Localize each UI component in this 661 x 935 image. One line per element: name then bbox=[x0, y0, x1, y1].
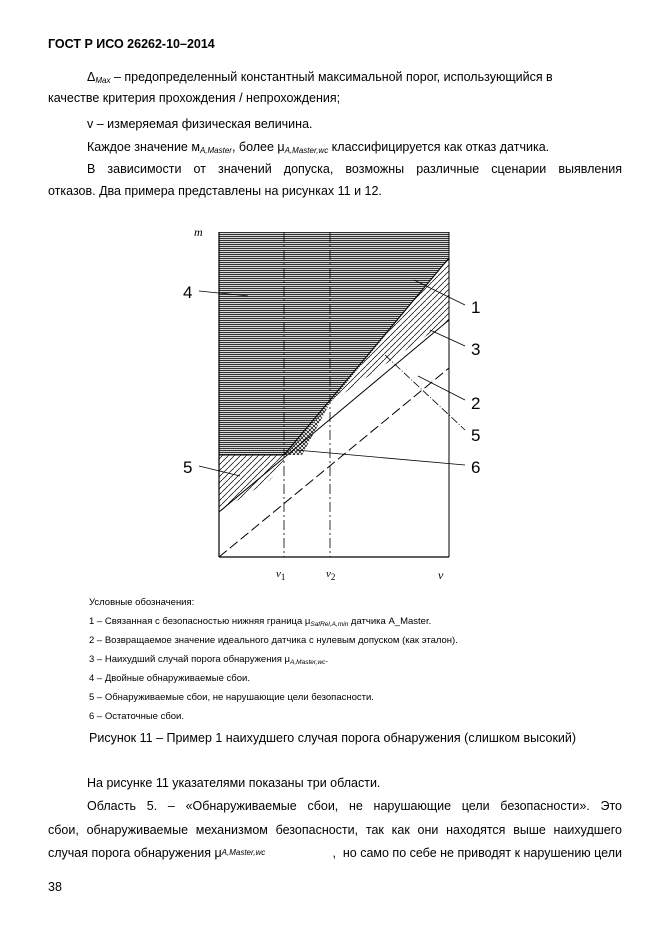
callout-4: 4 bbox=[183, 283, 193, 302]
subscript: A,Master,wc bbox=[221, 848, 266, 857]
callout-1: 1 bbox=[471, 298, 481, 317]
text: 1 – Связанная с безопасностью нижняя граница μ bbox=[89, 616, 311, 627]
legend-item-4: 4 – Двойные обнаруживаемые сбои. bbox=[89, 673, 250, 684]
subscript: A,Master,wc bbox=[284, 146, 329, 155]
paragraph-delta-max-line1 bbox=[87, 70, 553, 88]
delta-definition: – предопределенный константный максимальной порог, использующийся в bbox=[110, 70, 553, 84]
text: датчика A_Master. bbox=[348, 616, 432, 627]
text: 3 – Наихудший случай порога обнаружения μ bbox=[89, 654, 291, 665]
callout-2: 2 bbox=[471, 394, 481, 413]
y-axis-label: m bbox=[194, 225, 203, 239]
tick-v1: $v_1$ bbox=[276, 568, 286, 582]
figure-caption: Рисунок 11 – Пример 1 наихудшего случая порога обнаружения (слишком высокий) bbox=[89, 731, 577, 745]
text: классифицируется как отказ датчика. bbox=[328, 140, 550, 154]
tick-v2: $v_2$ bbox=[326, 568, 336, 582]
paragraph-scenarios-line1: В зависимости от значений допуска, возможны различные сценарии выявления bbox=[87, 162, 622, 176]
subscript: A,Master bbox=[199, 146, 232, 155]
delta-subscript: Max bbox=[95, 76, 111, 85]
paragraph-area5-line2: сбои, обнаруживаемые механизмом безопасности, так как они находятся выше наихудшего bbox=[48, 823, 622, 837]
page-number: 38 bbox=[48, 880, 62, 894]
legend-item-2: 2 – Возвращаемое значение идеального датчика с нулевым допуском (как эталон). bbox=[89, 635, 458, 646]
legend-item-5: 5 – Обнаруживаемые сбои, не нарушающие цели безопасности. bbox=[89, 692, 374, 703]
callout-5-left: 5 bbox=[183, 458, 193, 477]
subscript: SafRel,A,min bbox=[310, 621, 349, 628]
legend-item-1 bbox=[89, 616, 431, 628]
paragraph-classification bbox=[87, 140, 549, 158]
text: , но само по себе не приводят к нарушению цели bbox=[332, 846, 622, 860]
text: . bbox=[325, 654, 329, 665]
legend-item-6: 6 – Остаточные сбои. bbox=[89, 711, 184, 722]
paragraph-area5-line3 bbox=[48, 846, 622, 860]
figure-11-diagram bbox=[170, 220, 500, 590]
paragraph-three-areas: На рисунке 11 указателями показаны три области. bbox=[87, 776, 381, 790]
delta-symbol: Δ bbox=[87, 70, 96, 84]
text: , более μ bbox=[231, 140, 285, 154]
subscript: A,Master,wc bbox=[290, 659, 326, 666]
callout-6: 6 bbox=[471, 458, 481, 477]
text: случая порога обнаружения μ bbox=[48, 846, 222, 860]
legend-item-3 bbox=[89, 654, 328, 666]
paragraph-delta-max-line2: качестве критерия прохождения / непрохождения; bbox=[48, 91, 341, 105]
paragraph-area5-line1: Область 5. – «Обнаруживаемые сбои, не нарушающие цели безопасности». Это bbox=[87, 799, 622, 813]
paragraph-v-definition: v – измеряемая физическая величина. bbox=[87, 117, 313, 131]
leader-5-right bbox=[385, 355, 465, 430]
x-axis-label: v bbox=[438, 568, 444, 582]
paragraph-scenarios-line2: отказов. Два примера представлены на рисунках 11 и 12. bbox=[48, 184, 382, 198]
leader-6 bbox=[296, 450, 465, 465]
text: Каждое значение м bbox=[87, 140, 200, 154]
legend-title: Условные обозначения: bbox=[89, 597, 195, 608]
callout-5-right: 5 bbox=[471, 426, 481, 445]
leader-3 bbox=[430, 330, 465, 346]
document-header: ГОСТ Р ИСО 26262-10–2014 bbox=[48, 37, 215, 51]
callout-3: 3 bbox=[471, 340, 481, 359]
